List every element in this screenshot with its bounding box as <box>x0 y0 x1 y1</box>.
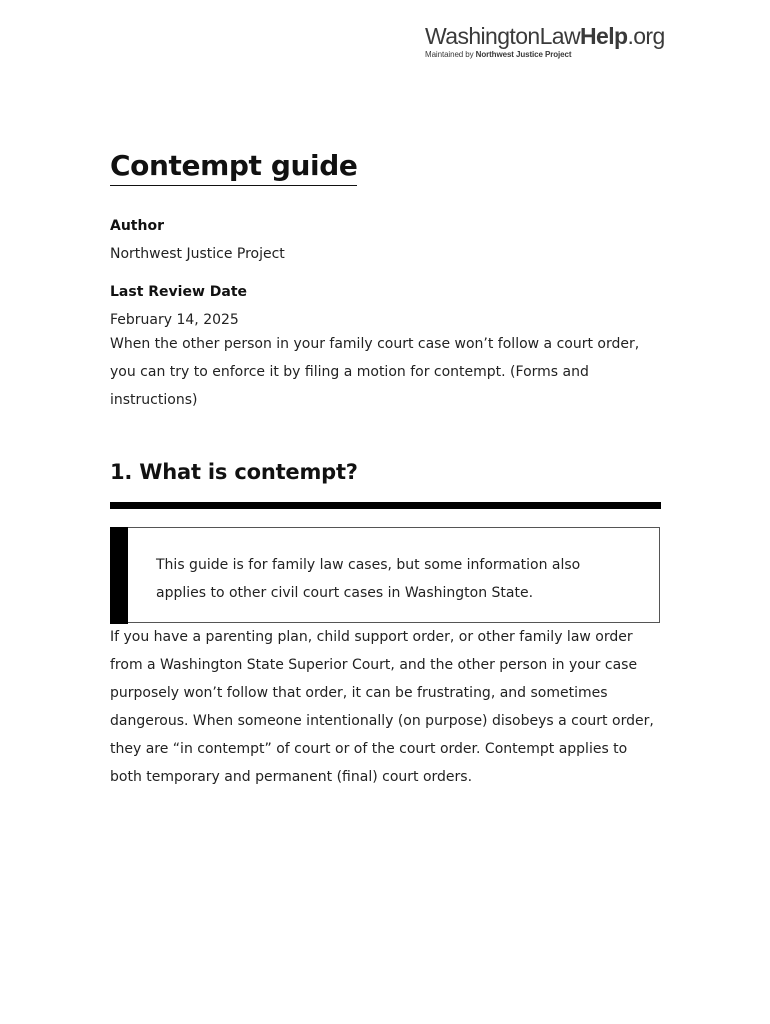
site-logo <box>425 22 665 59</box>
author-value: Northwest Justice Project <box>110 246 285 262</box>
logo-part-help: Help <box>580 23 628 49</box>
last-review-date-label: Last Review Date <box>110 284 248 300</box>
section-body-paragraph: If you have a parenting plan, child support order, or other family law order from a Washington State Superior Court, and the other person in your case purposely won’t follow that order, it can be frustrating, and sometimes dangerous. When someone intentionally (on purpose) disobeys a court order, they are “in contempt” of court or of the court order. Contempt applies to both temporary and permanent (final) court orders. <box>110 629 654 785</box>
last-review-date-value: February 14, 2025 <box>110 312 239 328</box>
section-heading-what-is-contempt: 1. What is contempt? <box>110 460 358 484</box>
logo-wordmark <box>425 22 665 50</box>
logo-tagline-org: Northwest Justice Project <box>475 50 572 59</box>
document-content <box>110 148 662 791</box>
callout-accent-bar <box>110 527 128 624</box>
author-label: Author <box>110 218 164 234</box>
callout-box <box>110 527 660 623</box>
intro-paragraph: When the other person in your family court case won’t follow a court order, you can try to enforce it by filing a motion for contempt. (Forms and instructions) <box>110 336 640 408</box>
logo-tagline <box>425 50 665 59</box>
logo-part-org: .org <box>627 23 665 49</box>
logo-tagline-prefix: Maintained by <box>425 50 476 59</box>
section-divider <box>110 502 661 509</box>
callout-text: This guide is for family law cases, but some information also applies to other civil court cases in Washington State. <box>156 557 581 601</box>
logo-part-washingtonlaw: WashingtonLaw <box>425 23 580 49</box>
page-title: Contempt guide <box>110 148 357 186</box>
